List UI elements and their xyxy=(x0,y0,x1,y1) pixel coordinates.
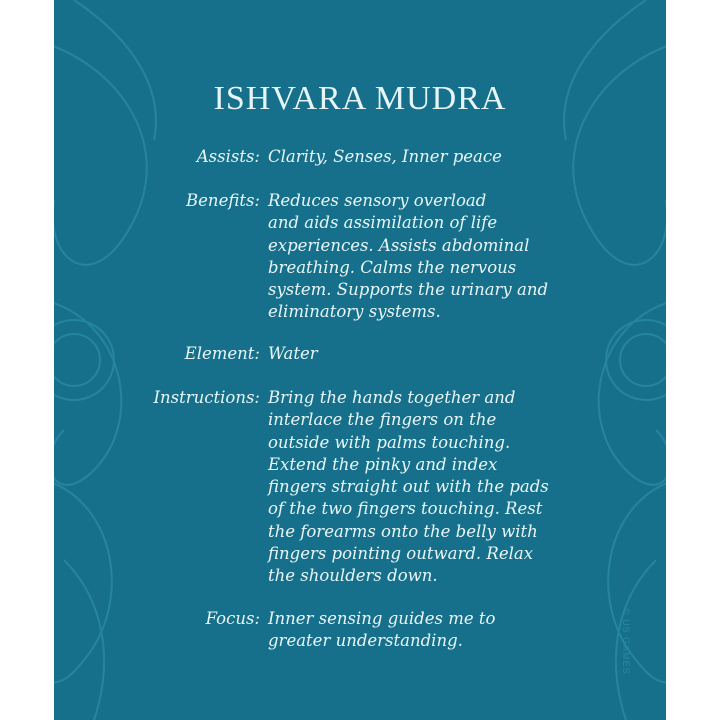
value-line: fingers straight out with the pads xyxy=(268,477,549,497)
value-line: of the two fingers touching. Rest xyxy=(268,499,543,519)
value-line: breathing. Calms the nervous xyxy=(268,257,517,277)
value-line: the forearms onto the belly with xyxy=(268,521,538,541)
value-line: fingers pointing outward. Relax xyxy=(268,544,533,564)
value-line: greater understanding. xyxy=(268,631,463,651)
section-value xyxy=(268,387,549,588)
section-value xyxy=(268,146,502,168)
section-label: Benefits: xyxy=(186,191,260,210)
section-label: Instructions: xyxy=(153,388,260,407)
value-line: experiences. Assists abdominal xyxy=(268,235,530,255)
value-line: the shoulders down. xyxy=(268,566,438,586)
section-value xyxy=(268,343,318,365)
value-line: interlace the fingers on the xyxy=(268,410,497,430)
value-line: system. Supports the urinary and xyxy=(268,280,549,300)
section-label: Element: xyxy=(184,344,260,363)
value-line: eliminatory systems. xyxy=(268,302,441,322)
value-line: Reduces sensory overload xyxy=(268,191,487,210)
value-line: Water xyxy=(268,344,318,363)
section-value xyxy=(268,608,495,653)
mudra-card xyxy=(54,0,666,720)
value-line: Inner sensing guides me to xyxy=(268,609,496,628)
value-line: Clarity, Senses, Inner peace xyxy=(268,147,502,166)
value-line: Extend the pinky and index xyxy=(268,454,498,474)
value-line: and aids assimilation of life xyxy=(268,213,498,233)
copyright-text: © US GAMES xyxy=(621,608,631,675)
section-label: Focus: xyxy=(205,609,260,628)
section-label: Assists: xyxy=(196,147,260,166)
value-line: outside with palms touching. xyxy=(268,432,511,452)
card-title: ISHVARA MUDRA xyxy=(213,80,507,117)
value-line: Bring the hands together and xyxy=(268,388,516,407)
section-value xyxy=(268,190,548,324)
